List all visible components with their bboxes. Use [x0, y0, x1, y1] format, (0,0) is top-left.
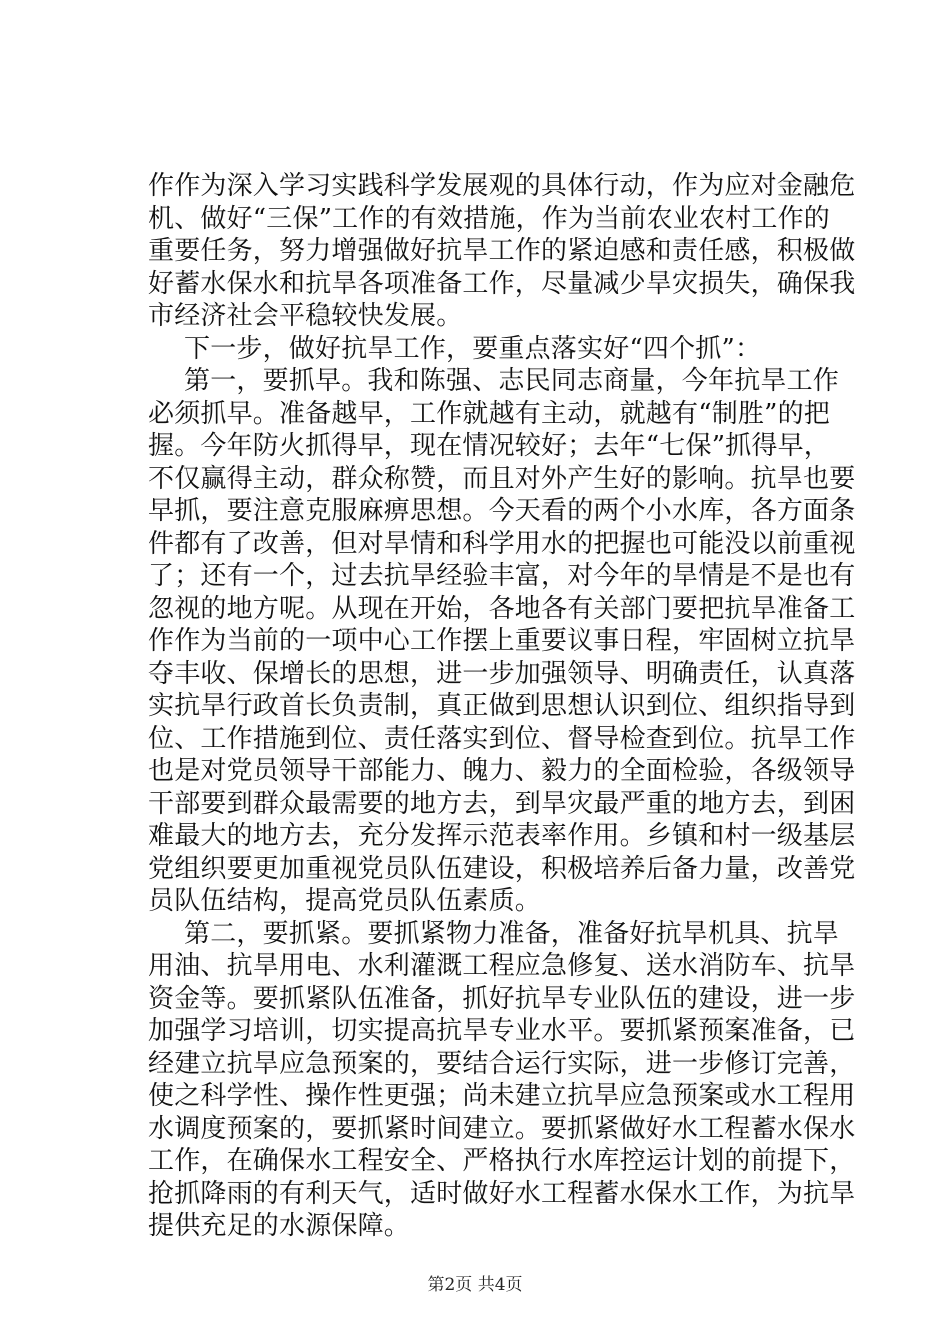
text-line: 也是对党员领导干部能力、魄力、毅力的全面检验，各级领导 — [148, 756, 856, 786]
page-footer: 第2页 共4页 — [427, 1275, 523, 1295]
text-line: 件都有了改善，但对旱情和科学用水的把握也可能没以前重视 — [148, 528, 856, 559]
text-line: 员队伍结构，提高党员队伍素质。 — [148, 886, 542, 916]
text-line: 工作，在确保水工程安全、严格执行水库控运计划的前提下， — [148, 1146, 856, 1176]
text-line: 重要任务，努力增强做好抗旱工作的紧迫感和责任感，积极做 — [148, 236, 856, 266]
text-line: 抢抓降雨的有利天气，适时做好水工程蓄水保水工作，为抗旱 — [148, 1178, 856, 1209]
text-line: 忽视的地方呢。从现在开始，各地各有关部门要把抗旱准备工 — [148, 593, 856, 624]
text-line: 作作为深入学习实践科学发展观的具体行动，作为应对金融危 — [148, 171, 856, 201]
text-line: 用油、抗旱用电、水利灌溉工程应急修复、送水消防车、抗旱 — [148, 951, 856, 981]
text-line: 不仅赢得主动，群众称赞，而且对外产生好的影响。抗旱也要 — [148, 463, 856, 494]
text-line: 必须抓早。准备越早，工作就越有主动，就越有“制胜”的把 — [148, 398, 830, 429]
text-line: 干部要到群众最需要的地方去，到旱灾最严重的地方去，到困 — [148, 788, 856, 819]
text-line: 握。今年防火抓得早，现在情况较好；去年“七保”抓得早， — [148, 431, 830, 461]
text-line: 机、做好“三保”工作的有效措施，作为当前农业农村工作的 — [148, 203, 830, 234]
body-text — [148, 170, 856, 1243]
text-line: 提供充足的水源保障。 — [148, 1211, 411, 1241]
text-line: 早抓，要注意克服麻痹思想。今天看的两个小水库，各方面条 — [148, 496, 856, 526]
text-line: 夺丰收、保增长的思想，进一步加强领导、明确责任，认真落 — [148, 658, 856, 689]
text-line: 经建立抗旱应急预案的，要结合运行实际，进一步修订完善， — [148, 1048, 856, 1079]
text-line: 作作为当前的一项中心工作摆上重要议事日程，牢固树立抗旱 — [148, 626, 856, 656]
text-line: 第二，要抓紧。要抓紧物力准备，准备好抗旱机具、抗旱 — [184, 918, 840, 949]
text-line: 了；还有一个，过去抗旱经验丰富，对今年的旱情是不是也有 — [148, 561, 856, 591]
text-line: 水调度预案的，要抓紧时间建立。要抓紧做好水工程蓄水保水 — [148, 1113, 856, 1144]
text-line: 位、工作措施到位、责任落实到位、督导检查到位。抗旱工作 — [148, 723, 856, 754]
text-line: 下一步，做好抗旱工作，要重点落实好“四个抓”： — [184, 333, 762, 364]
text-line: 资金等。要抓紧队伍准备，抓好抗旱专业队伍的建设，进一步 — [148, 983, 856, 1014]
text-line: 实抗旱行政首长负责制，真正做到思想认识到位、组织指导到 — [148, 691, 856, 721]
text-line: 党组织要更加重视党员队伍建设，积极培养后备力量，改善党 — [148, 853, 856, 884]
text-line: 第一，要抓早。我和陈强、志民同志商量，今年抗旱工作 — [184, 366, 840, 396]
text-line: 加强学习培训，切实提高抗旱专业水平。要抓紧预案准备，已 — [148, 1016, 856, 1046]
text-line: 好蓄水保水和抗旱各项准备工作，尽量减少旱灾损失，确保我 — [148, 268, 856, 299]
text-line: 市经济社会平稳较快发展。 — [148, 301, 463, 331]
text-line: 使之科学性、操作性更强；尚未建立抗旱应急预案或水工程用 — [148, 1081, 856, 1111]
text-line: 难最大的地方去，充分发挥示范表率作用。乡镇和村一级基层 — [148, 821, 856, 851]
